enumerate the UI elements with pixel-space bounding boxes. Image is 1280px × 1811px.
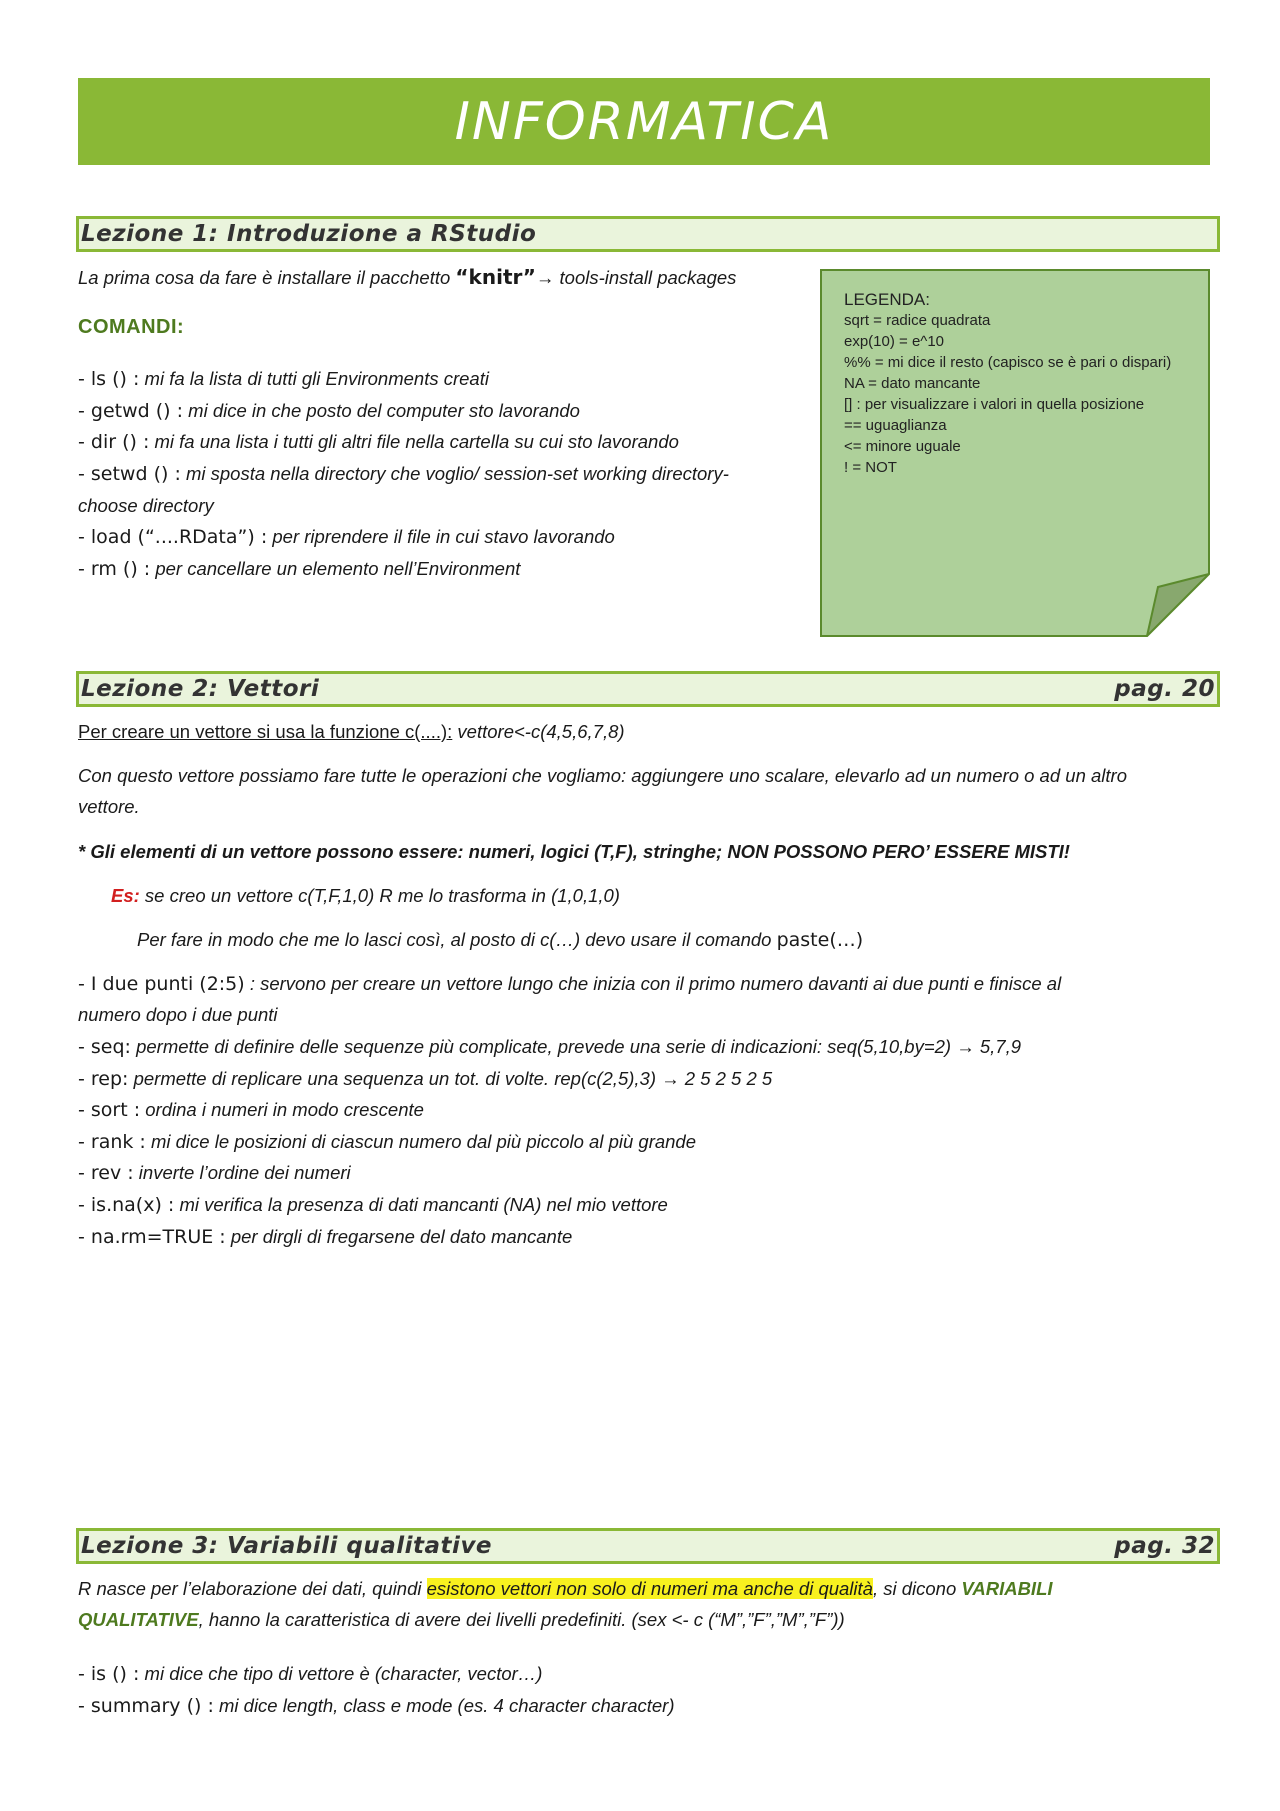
legend-item: [] : per visualizzare i valori in quella posizione bbox=[844, 396, 1145, 413]
lesson-1-intro: La prima cosa da fare è installare il pacchetto “knitr”→ tools-install packages bbox=[78, 265, 737, 289]
title-banner bbox=[78, 78, 1210, 165]
command-row: - getwd () : mi dice in che posto del computer sto lavorando bbox=[78, 400, 580, 422]
legend-item: NA = dato mancante bbox=[844, 375, 981, 392]
command-row: - is () : mi dice che tipo di vettore è (character, vector…) bbox=[78, 1663, 543, 1685]
command-row: - setwd () : mi sposta nella directory che voglio/ session-set working directory- bbox=[78, 463, 729, 485]
legend-item: exp(10) = e^10 bbox=[844, 333, 945, 350]
lesson-2-paragraph-2: Con questo vettore possiamo fare tutte le operazioni che vogliamo: aggiungere uno scalare, elevarlo ad un numero o ad un altro bbox=[78, 765, 1127, 786]
command-row: - sort : ordina i numeri in modo crescente bbox=[78, 1099, 424, 1121]
command-row: - na.rm=TRUE : per dirgli di fregarsene del dato mancante bbox=[78, 1226, 573, 1248]
command-row: - I due punti (2:5) : servono per creare un vettore lungo che inizia con il primo numero davanti ai due punti e finisce al bbox=[78, 973, 1062, 995]
command-row: - rev : inverte l’ordine dei numeri bbox=[78, 1162, 351, 1184]
lesson-3-paragraph-1: R nasce per l’elaborazione dei dati, quindi esistono vettori non solo di numeri ma anche di qualità, si dicono VARIABILI bbox=[78, 1578, 1053, 1599]
lesson-1-header bbox=[76, 216, 1220, 252]
example-label: Es: bbox=[111, 885, 140, 906]
arrow-right-icon: → bbox=[535, 267, 555, 288]
command-row: - rm () : per cancellare un elemento nell’Environment bbox=[78, 558, 521, 580]
legend-title: LEGENDA: bbox=[844, 290, 930, 309]
lesson-3-title: Lezione 3: Variabili qualitative bbox=[81, 1533, 493, 1559]
comandi-heading: COMANDI: bbox=[78, 316, 185, 338]
legend-item: <= minore uguale bbox=[844, 438, 961, 455]
legend-sticky-note bbox=[820, 269, 1210, 637]
highlighted-text: esistono vettori non solo di numeri ma anche di qualità bbox=[426, 1578, 873, 1599]
lesson-2-note: * Gli elementi di un vettore possono essere: numeri, logici (T,F), stringhe; NON POSSONO PERO’ ESSERE MISTI! bbox=[78, 841, 1070, 862]
command-row: - load (“....RData”) : per riprendere il file in cui stavo lavorando bbox=[78, 526, 615, 548]
example-line: Es: se creo un vettore c(T,F,1,0) R me lo trasforma in (1,0,1,0) bbox=[111, 885, 620, 906]
lesson-2-page: pag. 20 bbox=[1114, 676, 1215, 702]
legend-text bbox=[844, 289, 1171, 478]
command-row: - rank : mi dice le posizioni di ciascun numero dal più piccolo al più grande bbox=[78, 1131, 697, 1153]
command-row: - dir () : mi fa una lista i tutti gli altri file nella cartella su cui sto lavorando bbox=[78, 431, 679, 453]
command-row: - rep: permette di replicare una sequenza un tot. di volte. rep(c(2,5),3) → 2 5 2 5 2 5 bbox=[78, 1068, 773, 1090]
command-row: - summary () : mi dice length, class e mode (es. 4 character character) bbox=[78, 1695, 675, 1717]
lesson-3-paragraph-1-cont: QUALITATIVE, hanno la caratteristica di avere dei livelli predefiniti. (sex <- c (“M”,”F”,”M”,”F”)) bbox=[78, 1609, 845, 1630]
lesson-2-paragraph-2-cont: vettore. bbox=[78, 796, 140, 817]
command-row: - seq: permette di definire delle sequenze più complicate, prevede una serie di indicazioni: seq(5,10,by=2) → 5,7,9 bbox=[78, 1036, 1022, 1058]
lesson-1-title: Lezione 1: Introduzione a RStudio bbox=[81, 221, 537, 247]
lesson-2-paragraph-1: Per creare un vettore si usa la funzione c(....): vettore<-c(4,5,6,7,8) bbox=[78, 721, 625, 742]
command-row-continuation: numero dopo i due punti bbox=[78, 1004, 278, 1025]
legend-item: == uguaglianza bbox=[844, 417, 947, 434]
legend-item: sqrt = radice quadrata bbox=[844, 312, 991, 329]
page-title: INFORMATICA bbox=[454, 91, 834, 152]
command-row: - ls () : mi fa la lista di tutti gli Environments creati bbox=[78, 368, 489, 390]
legend-item: %% = mi dice il resto (capisco se è pari o dispari) bbox=[844, 354, 1172, 371]
command-row: - is.na(x) : mi verifica la presenza di dati mancanti (NA) nel mio vettore bbox=[78, 1194, 668, 1216]
lesson-2-header bbox=[76, 671, 1220, 707]
lesson-3-page: pag. 32 bbox=[1114, 1533, 1215, 1559]
command-row-continuation: choose directory bbox=[78, 495, 214, 516]
lesson-3-header bbox=[76, 1528, 1220, 1564]
legend-item: ! = NOT bbox=[844, 459, 897, 476]
example-line-2: Per fare in modo che me lo lasci così, al posto di c(…) devo usare il comando paste(…) bbox=[137, 929, 864, 951]
lesson-2-title: Lezione 2: Vettori bbox=[81, 676, 320, 702]
